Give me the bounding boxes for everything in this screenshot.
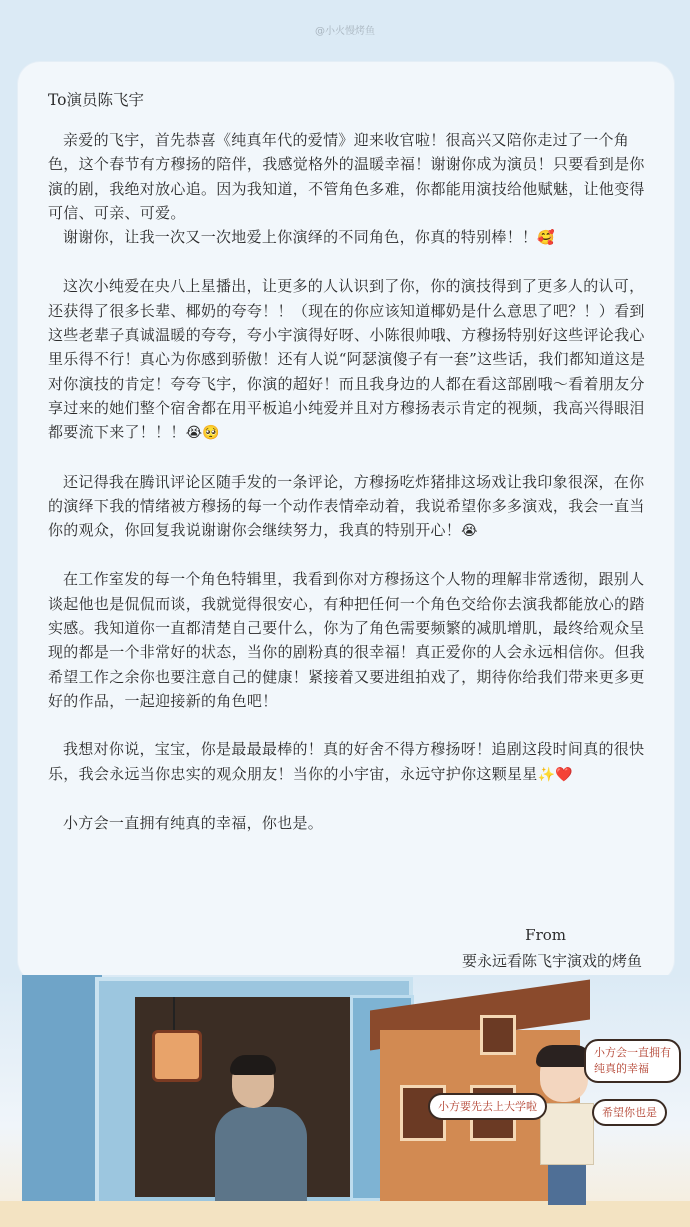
sparkle-heart-emoji-icon: ✨❤️ bbox=[537, 766, 574, 783]
letter-paragraph: 这次小纯爱在央八上星播出，让更多的人认识到了你，你的演技得到了更多人的认可，还获得了很多长辈、椰奶的夸夸！！（现在的你应该知道椰奶是什么意思了吧？！）看到这些老辈子真诚温暖的夸夸，夸小宇演得好呀、小陈很帅哦、方穆扬特别好这些评论我心里乐得不行！真心为你感到骄傲！还有人说“阿瑟演傻子有一套”这些话，我们都知道这是对你演技的肯定！夸夸飞宇，你演的超好！而且我身边的人都在看这部剧哦～看着朋友分享过来的她们整个宿舍都在用平板追小纯爱并且对方穆扬表示肯定的视频，我高兴得眼泪都要流下来了！！！😭🥺 bbox=[48, 277, 646, 442]
illustration bbox=[0, 975, 690, 1227]
crying-emoji-icon: 😭 bbox=[461, 523, 478, 540]
letter-paragraph: 在工作室发的每一个角色特辑里，我看到你对方穆扬这个人物的理解非常透彻，跟别人谈起他也是侃侃而谈，我就觉得很安心，有种把任何一个角色交给你去演我都能放心的踏实感。我知道你一直都清楚自己要什么，你为了角色需要频繁的减肌增肌，最终给观众呈现的都是一个非常好的状态，当你的剧粉真的很幸福！真正爱你的人会永远相信你。但我希望工作之余你也要注意自己的健康！紧接着又要进组拍戏了，期待你给我们带来更多更好的作品，一起迎接新的角色吧！ bbox=[48, 570, 645, 710]
house-window bbox=[480, 1015, 516, 1055]
window-wall bbox=[22, 975, 102, 1205]
letter-paragraph: 亲爱的飞宇，首先恭喜《纯真年代的爱情》迎来收官啦！很高兴又陪你走过了一个角色，这个春节有方穆扬的陪伴，我感觉格外的温暖幸福！谢谢你成为演员！只要看到是你演的剧，我绝对放心追。因为我知道，不管角色多难，你都能用演技给他赋魅，让他变得可信、可亲、可爱。 bbox=[48, 131, 645, 222]
ground bbox=[0, 1201, 690, 1227]
letter-paragraph: 还记得我在腾讯评论区随手发的一条评论，方穆扬吃炸猪排这场戏让我印象很深，在你的演绎下我的情绪被方穆扬的每一个动作表情牵动着，我说希望你多多演戏，我会一直当你的观众，你回复我说谢谢你会继续努力，我真的特别开心！😭 bbox=[48, 472, 645, 540]
lantern-icon bbox=[152, 1030, 202, 1082]
letter-paragraph: 我想对你说，宝宝，你是最最最棒的！真的好舍不得方穆扬呀！追剧这段时间真的很快乐，我会永远当你忠实的观众朋友！当你的小宇宙，永远守护你这颗星星✨❤️ bbox=[48, 740, 645, 783]
from-name: 要永远看陈飞宇演戏的烤鱼 bbox=[461, 952, 642, 970]
from-label: From bbox=[525, 926, 566, 944]
watermark: @小火慢烤鱼 bbox=[315, 26, 375, 37]
letter-paragraph: 谢谢你，让我一次又一次地爱上你演绎的不同角色，你真的特别棒！！🥰 bbox=[63, 228, 556, 247]
lamp-cord bbox=[173, 997, 175, 1030]
smiling-hearts-emoji-icon: 🥰 bbox=[537, 230, 556, 247]
letter-paragraph: 小方会一直拥有纯真的幸福，你也是。 bbox=[63, 813, 324, 832]
speech-bubble-top: 小方会一直拥有 纯真的幸福 bbox=[584, 1039, 681, 1083]
actor-hair bbox=[230, 1055, 276, 1075]
crying-emoji-icon: 😭🥺 bbox=[185, 425, 221, 442]
speech-bubble-bottom: 希望你也是 bbox=[592, 1099, 667, 1126]
actor-figure bbox=[215, 1107, 307, 1207]
letter-body bbox=[48, 104, 648, 835]
letter-salutation: To演员陈飞宇 bbox=[48, 91, 144, 109]
cartoon-boy-legs bbox=[548, 1161, 586, 1205]
speech-bubble-left: 小方要先去上大学啦 bbox=[428, 1093, 547, 1120]
cartoon-boy bbox=[540, 1103, 594, 1165]
